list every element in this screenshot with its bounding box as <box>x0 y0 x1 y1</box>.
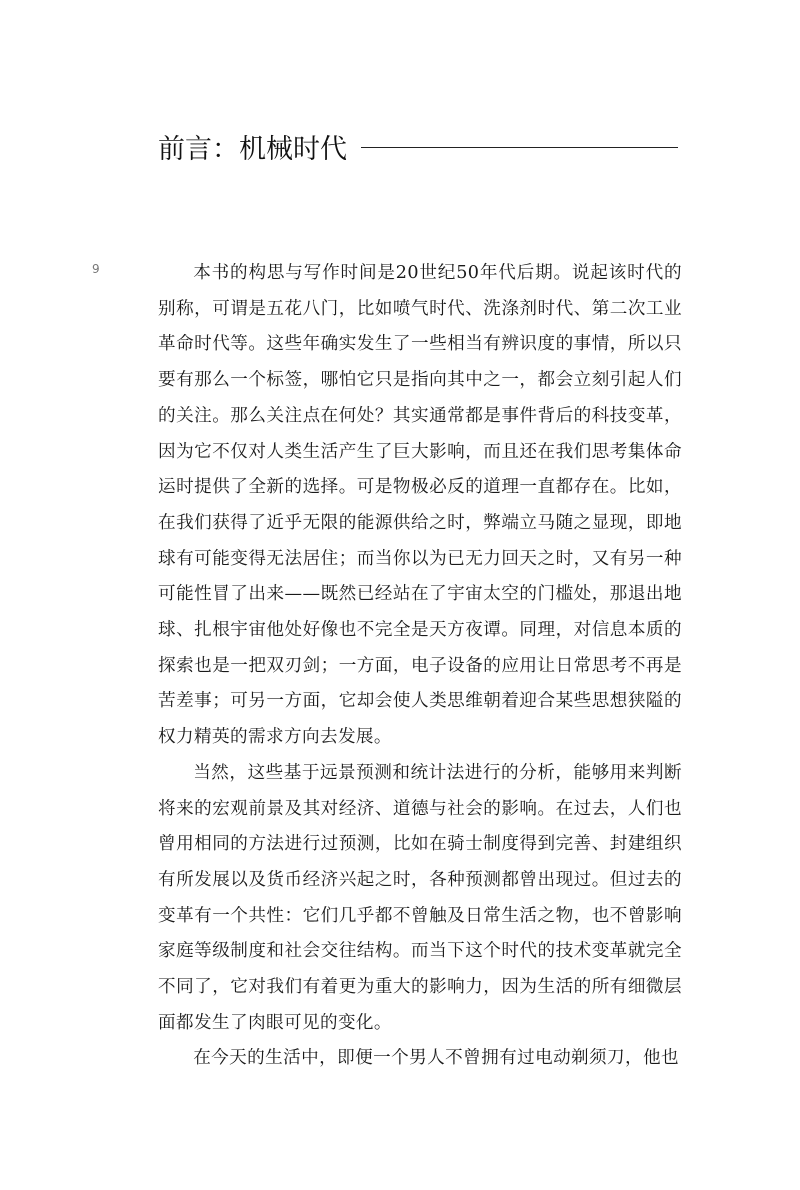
chapter-heading <box>158 126 678 166</box>
page-number: 9 <box>92 262 100 276</box>
paragraph-2: 当然，这些基于远景预测和统计法进行的分析，能够用来判断将来的宏观前景及其对经济、道德与社会的影响。在过去，人们也曾用相同的方法进行过预测，比如在骑士制度得到完善、封建组织有所发展以及货币经济兴起之时，各种预测都曾出现过。但过去的变革有一个共性：它们几乎都不曾触及日常生活之物，也不曾影响家庭等级制度和社会交往结构。而当下这个时代的技术变革就完全不同了，它对我们有着更为重大的影响力，因为生活的所有细微层面都发生了肉眼可见的变化。 <box>158 762 682 1033</box>
chapter-title: 前言：机械时代 <box>158 133 347 165</box>
paragraph-3: 在今天的生活中，即便一个男人不曾拥有过电动剃须刀，他也 <box>193 1048 680 1069</box>
paragraph-1: 本书的构思与写作时间是20世纪50年代后期。说起该时代的别称，可谓是五花八门，比如喷气时代、洗涤剂时代、第二次工业革命时代等。这些年确实发生了一些相当有辨识度的事情，所以只要有那么一个标签，哪怕它只是指向其中之一，都会立刻引起人们的关注。那么关注点在何处？其实通常都是事件背后的科技变革，因为它不仅对人类生活产生了巨大影响，而且还在我们思考集体命运时提供了全新的选择。可是物极必反的道理一直都存在。比如，在我们获得了近乎无限的能源供给之时，弊端立马随之显现，即地球有可能变得无法居住；而当你以为已无力回天之时，又有另一种可能性冒了出来——既然已经站在了宇宙太空的门槛处，那退出地球、扎根宇宙他处好像也不完全是天方夜谭。同理，对信息本质的探索也是一把双刃剑；一方面，电子设备的应用让日常思考不再是苦差事；可另一方面，它却会使人类思维朝着迎合某些思想狭隘的权力精英的需求方向去发展。 <box>158 263 682 748</box>
body-text <box>158 256 682 1077</box>
title-rule <box>361 147 678 148</box>
